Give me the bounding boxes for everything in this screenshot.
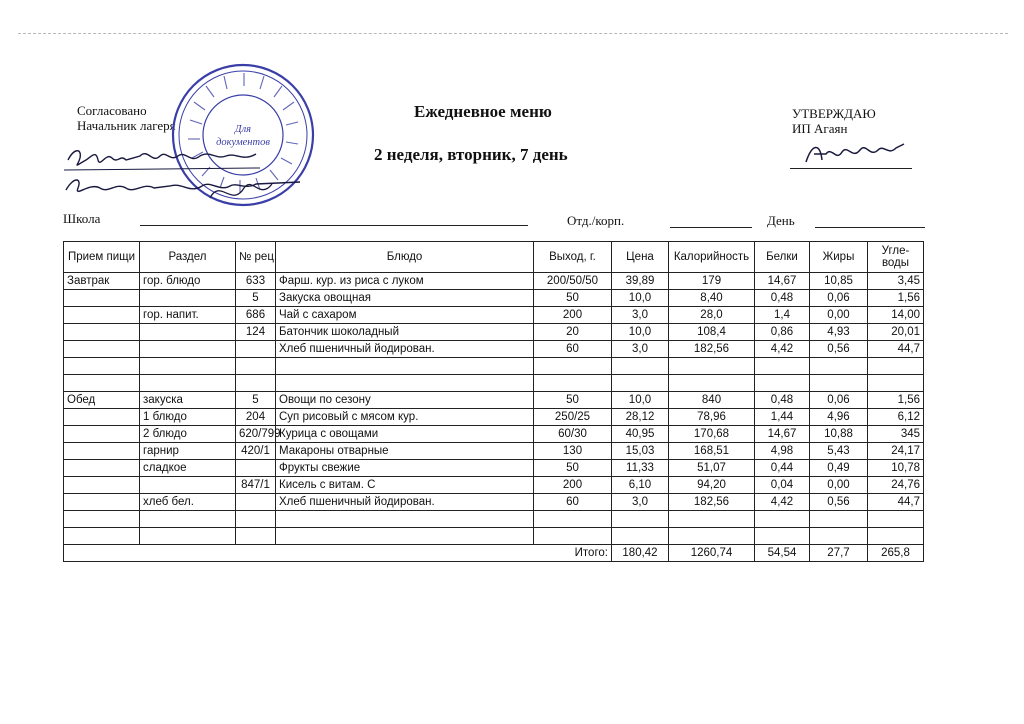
table-row	[64, 358, 924, 375]
cell-calories	[669, 358, 755, 375]
cell-calories	[669, 375, 755, 392]
cell-section	[140, 528, 236, 545]
cell-recipe-no	[236, 375, 276, 392]
left-signatures	[60, 138, 315, 218]
cell-recipe-no	[236, 511, 276, 528]
cell-carbs: 10,78	[868, 460, 924, 477]
cell-price	[612, 375, 669, 392]
totals-protein: 54,54	[755, 545, 810, 562]
cell-yield: 250/25	[534, 409, 612, 426]
col-header-calories: Калорийность	[669, 242, 755, 273]
cell-carbs: 6,12	[868, 409, 924, 426]
cell-section	[140, 341, 236, 358]
cell-yield: 50	[534, 460, 612, 477]
cell-section	[140, 290, 236, 307]
cell-meal	[64, 324, 140, 341]
totals-price: 180,42	[612, 545, 669, 562]
cell-calories: 8,40	[669, 290, 755, 307]
totals-calories: 1260,74	[669, 545, 755, 562]
col-header-section: Раздел	[140, 242, 236, 273]
cell-calories: 108,4	[669, 324, 755, 341]
cell-price: 40,95	[612, 426, 669, 443]
cell-calories: 182,56	[669, 341, 755, 358]
approve-right-label: УТВЕРЖДАЮ	[792, 106, 876, 121]
camp-head-label: Начальник лагеря	[77, 118, 176, 133]
cell-fat: 0,49	[810, 460, 868, 477]
cell-meal	[64, 477, 140, 494]
cell-carbs: 1,56	[868, 290, 924, 307]
cell-recipe-no: 633	[236, 273, 276, 290]
cell-dish: Хлеб пшеничный йодирован.	[276, 494, 534, 511]
cell-carbs: 24,76	[868, 477, 924, 494]
cell-carbs	[868, 358, 924, 375]
cell-section	[140, 511, 236, 528]
cell-fat: 0,06	[810, 392, 868, 409]
table-row	[64, 426, 924, 443]
cell-meal	[64, 460, 140, 477]
cell-yield: 60/30	[534, 426, 612, 443]
cell-dish: Овощи по сезону	[276, 392, 534, 409]
cell-recipe-no: 5	[236, 392, 276, 409]
cell-section	[140, 324, 236, 341]
cell-yield: 130	[534, 443, 612, 460]
day-field-line	[815, 227, 925, 228]
col-header-protein: Белки	[755, 242, 810, 273]
approved-left-label: Согласовано	[77, 103, 147, 118]
cell-calories: 28,0	[669, 307, 755, 324]
cell-section: 2 блюдо	[140, 426, 236, 443]
cell-carbs: 44,7	[868, 494, 924, 511]
table-row	[64, 528, 924, 545]
cell-protein	[755, 511, 810, 528]
cell-protein: 1,4	[755, 307, 810, 324]
cell-fat: 0,56	[810, 494, 868, 511]
cell-meal	[64, 375, 140, 392]
cell-dish	[276, 528, 534, 545]
cell-dish	[276, 358, 534, 375]
col-header-recipe-no: № рец.	[236, 242, 276, 273]
table-row	[64, 477, 924, 494]
cell-dish: Курица с овощами	[276, 426, 534, 443]
cell-protein: 0,44	[755, 460, 810, 477]
cell-recipe-no	[236, 494, 276, 511]
cell-price: 11,33	[612, 460, 669, 477]
cell-meal	[64, 358, 140, 375]
cell-dish	[276, 511, 534, 528]
totals-carbs: 265,8	[868, 545, 924, 562]
cell-price	[612, 511, 669, 528]
table-row	[64, 290, 924, 307]
cell-section: гор. блюдо	[140, 273, 236, 290]
table-row	[64, 375, 924, 392]
cell-section: закуска	[140, 392, 236, 409]
cell-dish: Суп рисовый с мясом кур.	[276, 409, 534, 426]
svg-text:документов: документов	[216, 137, 270, 148]
cell-protein: 1,44	[755, 409, 810, 426]
cell-price: 3,0	[612, 307, 669, 324]
cell-protein	[755, 358, 810, 375]
cell-calories: 179	[669, 273, 755, 290]
cell-fat	[810, 511, 868, 528]
dept-field-line	[670, 227, 752, 228]
cell-carbs: 3,45	[868, 273, 924, 290]
cell-calories: 78,96	[669, 409, 755, 426]
cell-carbs: 345	[868, 426, 924, 443]
cell-calories: 94,20	[669, 477, 755, 494]
cell-price: 15,03	[612, 443, 669, 460]
cell-meal	[64, 426, 140, 443]
col-header-meal: Прием пищи	[64, 242, 140, 273]
cell-recipe-no: 620/799	[236, 426, 276, 443]
cell-fat: 0,56	[810, 341, 868, 358]
cell-meal: Обед	[64, 392, 140, 409]
cell-fat	[810, 358, 868, 375]
cell-protein: 4,42	[755, 494, 810, 511]
cell-price: 3,0	[612, 341, 669, 358]
cell-recipe-no: 124	[236, 324, 276, 341]
cell-yield	[534, 375, 612, 392]
cell-section	[140, 358, 236, 375]
cell-yield: 50	[534, 290, 612, 307]
cell-yield: 60	[534, 494, 612, 511]
cell-yield	[534, 511, 612, 528]
cell-dish: Закуска овощная	[276, 290, 534, 307]
cell-yield	[534, 528, 612, 545]
cell-price: 6,10	[612, 477, 669, 494]
cell-meal	[64, 290, 140, 307]
table-row	[64, 273, 924, 290]
cell-section: 1 блюдо	[140, 409, 236, 426]
cell-meal	[64, 511, 140, 528]
cell-dish: Хлеб пшеничный йодирован.	[276, 341, 534, 358]
cell-calories: 170,68	[669, 426, 755, 443]
cell-carbs	[868, 528, 924, 545]
cell-price: 10,0	[612, 392, 669, 409]
cell-fat	[810, 375, 868, 392]
cell-meal	[64, 528, 140, 545]
table-row	[64, 307, 924, 324]
right-signature	[800, 132, 910, 172]
cell-price: 39,89	[612, 273, 669, 290]
cell-meal	[64, 409, 140, 426]
table-row	[64, 494, 924, 511]
cell-fat	[810, 528, 868, 545]
cell-meal	[64, 443, 140, 460]
cell-dish: Фарш. кур. из риса с луком	[276, 273, 534, 290]
cell-yield: 60	[534, 341, 612, 358]
cell-price: 3,0	[612, 494, 669, 511]
cell-protein: 0,48	[755, 392, 810, 409]
cell-carbs: 20,01	[868, 324, 924, 341]
svg-text:Для: Для	[234, 124, 252, 135]
table-row	[64, 511, 924, 528]
cell-calories: 182,56	[669, 494, 755, 511]
cell-dish: Кисель с витам. С	[276, 477, 534, 494]
cell-yield: 200	[534, 477, 612, 494]
cell-price: 28,12	[612, 409, 669, 426]
cell-protein: 4,42	[755, 341, 810, 358]
table-header-row	[64, 242, 924, 273]
cell-calories: 51,07	[669, 460, 755, 477]
dept-label: Отд./корп.	[567, 213, 625, 228]
cell-meal	[64, 341, 140, 358]
col-header-yield: Выход, г.	[534, 242, 612, 273]
cell-fat: 0,06	[810, 290, 868, 307]
col-header-price: Цена	[612, 242, 669, 273]
cell-dish	[276, 375, 534, 392]
cell-recipe-no	[236, 528, 276, 545]
cell-calories	[669, 528, 755, 545]
cell-yield	[534, 358, 612, 375]
scan-border-line	[18, 33, 1008, 34]
table-row	[64, 460, 924, 477]
cell-yield: 200	[534, 307, 612, 324]
table-body	[64, 273, 924, 545]
cell-dish: Макароны отварные	[276, 443, 534, 460]
cell-dish: Чай с сахаром	[276, 307, 534, 324]
cell-calories: 840	[669, 392, 755, 409]
cell-yield: 20	[534, 324, 612, 341]
cell-price: 10,0	[612, 290, 669, 307]
cell-price: 10,0	[612, 324, 669, 341]
approver-name: ИП Агаян	[792, 121, 848, 136]
cell-meal	[64, 307, 140, 324]
cell-fat: 5,43	[810, 443, 868, 460]
cell-protein: 14,67	[755, 426, 810, 443]
cell-section	[140, 375, 236, 392]
cell-calories: 168,51	[669, 443, 755, 460]
cell-protein	[755, 528, 810, 545]
cell-price	[612, 528, 669, 545]
cell-yield: 50	[534, 392, 612, 409]
cell-meal	[64, 494, 140, 511]
cell-recipe-no: 5	[236, 290, 276, 307]
table-row	[64, 443, 924, 460]
cell-protein: 0,48	[755, 290, 810, 307]
cell-yield: 200/50/50	[534, 273, 612, 290]
cell-protein: 14,67	[755, 273, 810, 290]
cell-carbs	[868, 511, 924, 528]
cell-carbs	[868, 375, 924, 392]
table-row	[64, 392, 924, 409]
cell-recipe-no	[236, 341, 276, 358]
table-row	[64, 324, 924, 341]
page-title: Ежедневное меню	[414, 102, 552, 121]
cell-meal: Завтрак	[64, 273, 140, 290]
cell-recipe-no: 686	[236, 307, 276, 324]
cell-carbs: 44,7	[868, 341, 924, 358]
cell-recipe-no: 420/1	[236, 443, 276, 460]
cell-carbs: 24,17	[868, 443, 924, 460]
cell-fat: 4,96	[810, 409, 868, 426]
school-label: Школа	[63, 211, 101, 226]
cell-section	[140, 477, 236, 494]
cell-recipe-no	[236, 358, 276, 375]
cell-protein	[755, 375, 810, 392]
page-subtitle: 2 неделя, вторник, 7 день	[374, 145, 568, 164]
cell-recipe-no: 204	[236, 409, 276, 426]
cell-protein: 0,86	[755, 324, 810, 341]
cell-fat: 4,93	[810, 324, 868, 341]
cell-recipe-no	[236, 460, 276, 477]
col-header-carbs: Угле-воды	[868, 242, 924, 273]
cell-section: гарнир	[140, 443, 236, 460]
table-row	[64, 341, 924, 358]
cell-section: сладкое	[140, 460, 236, 477]
cell-calories	[669, 511, 755, 528]
cell-carbs: 1,56	[868, 392, 924, 409]
totals-row	[64, 545, 924, 562]
cell-protein: 4,98	[755, 443, 810, 460]
cell-recipe-no: 847/1	[236, 477, 276, 494]
table-row	[64, 409, 924, 426]
cell-fat: 0,00	[810, 477, 868, 494]
cell-fat: 10,88	[810, 426, 868, 443]
col-header-dish: Блюдо	[276, 242, 534, 273]
cell-section: хлеб бел.	[140, 494, 236, 511]
totals-label: Итого:	[64, 545, 612, 562]
cell-fat: 10,85	[810, 273, 868, 290]
cell-dish: Батончик шоколадный	[276, 324, 534, 341]
cell-section: гор. напит.	[140, 307, 236, 324]
cell-carbs: 14,00	[868, 307, 924, 324]
menu-table	[63, 241, 924, 562]
cell-dish: Фрукты свежие	[276, 460, 534, 477]
totals-fat: 27,7	[810, 545, 868, 562]
cell-fat: 0,00	[810, 307, 868, 324]
day-label: День	[767, 213, 795, 228]
cell-protein: 0,04	[755, 477, 810, 494]
col-header-fat: Жиры	[810, 242, 868, 273]
cell-price	[612, 358, 669, 375]
school-field-line	[140, 225, 528, 226]
